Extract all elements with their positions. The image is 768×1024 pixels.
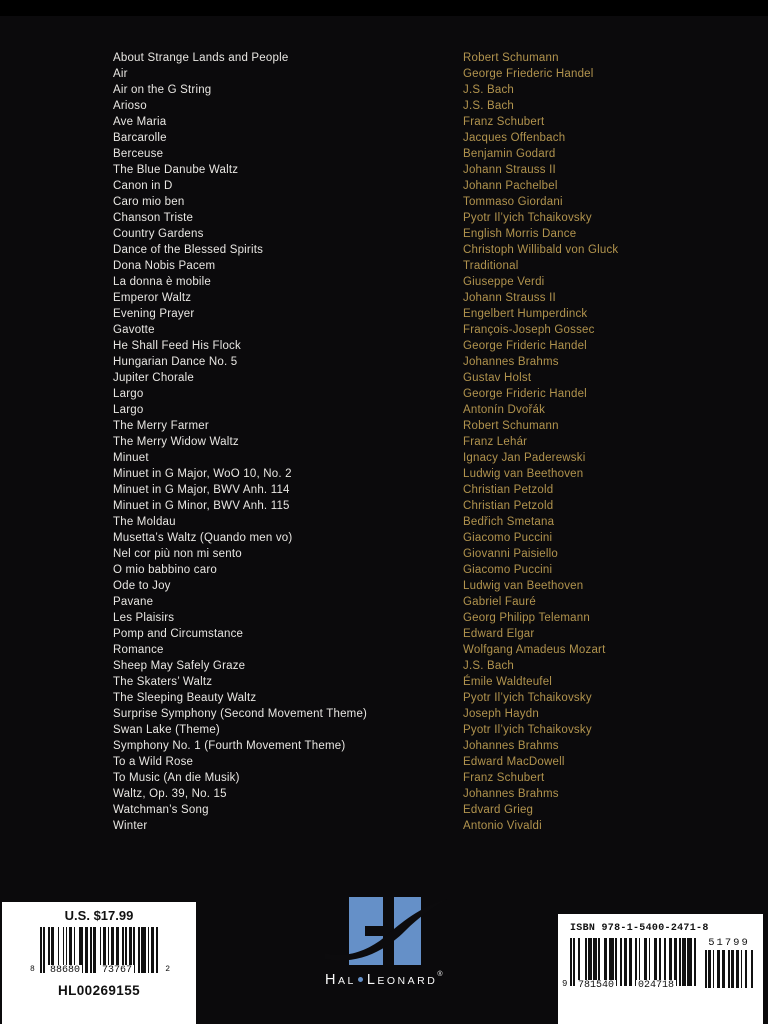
song-title: The Merry Widow Waltz (113, 436, 239, 448)
song-list (113, 50, 733, 834)
song-title: Winter (113, 820, 148, 832)
song-title: Nel cor più non mi sento (113, 548, 242, 560)
song-composer: J.S. Bach (463, 660, 515, 672)
song-composer: Gustav Holst (463, 372, 532, 384)
song-title: Arioso (113, 100, 147, 112)
song-row (113, 514, 733, 530)
song-row (113, 674, 733, 690)
song-title: Gavotte (113, 324, 155, 336)
price-code: 51799 (708, 937, 750, 949)
song-row (113, 754, 733, 770)
song-title: Air (113, 68, 128, 80)
song-row (113, 802, 733, 818)
song-row (113, 642, 733, 658)
song-row (113, 338, 733, 354)
song-composer: Robert Schumann (463, 420, 559, 432)
song-composer: Ignacy Jan Paderewski (463, 452, 586, 464)
song-title: Country Gardens (113, 228, 204, 240)
song-row (113, 194, 733, 210)
song-title: Waltz, Op. 39, No. 15 (113, 788, 227, 800)
ean-digits-right: 024718 (638, 980, 675, 991)
song-composer: Pyotr Il’yich Tchaikovsky (463, 212, 592, 224)
song-title: Ode to Joy (113, 580, 171, 592)
song-composer: Edvard Grieg (463, 804, 534, 816)
song-row (113, 354, 733, 370)
song-composer: Johann Pachelbel (463, 180, 558, 192)
song-title: Symphony No. 1 (Fourth Movement Theme) (113, 740, 346, 752)
song-row (113, 370, 733, 386)
registered-trademark-symbol: ® (437, 971, 445, 978)
song-title: Minuet in G Minor, BWV Anh. 115 (113, 500, 290, 512)
song-row (113, 434, 733, 450)
upc-check-digit: 2 (165, 965, 170, 974)
song-row (113, 146, 733, 162)
song-title: The Merry Farmer (113, 420, 209, 432)
song-row (113, 578, 733, 594)
song-title: Minuet (113, 452, 149, 464)
song-title: Chanson Triste (113, 212, 194, 224)
song-composer: Gabriel Fauré (463, 596, 536, 608)
song-title: Ave Maria (113, 116, 167, 128)
song-composer: Pyotr Il’yich Tchaikovsky (463, 692, 592, 704)
song-title: Swan Lake (Theme) (113, 724, 220, 736)
song-row (113, 402, 733, 418)
song-composer: Edward MacDowell (463, 756, 565, 768)
ean-row (562, 937, 763, 991)
ean-barcode (562, 938, 696, 991)
song-row (113, 546, 733, 562)
song-row (113, 258, 733, 274)
song-title: To Music (An die Musik) (113, 772, 240, 784)
song-row (113, 226, 733, 242)
song-composer: Bedřich Smetana (463, 516, 555, 528)
song-composer: Giacomo Puccini (463, 532, 553, 544)
song-row (113, 482, 733, 498)
song-composer: George Frideric Handel (463, 388, 587, 400)
song-row (113, 626, 733, 642)
song-row (113, 658, 733, 674)
song-composer: Christian Petzold (463, 500, 554, 512)
song-composer: George Friederic Handel (463, 68, 594, 80)
song-composer: Joseph Haydn (463, 708, 539, 720)
song-composer: Franz Schubert (463, 772, 545, 784)
song-title: To a Wild Rose (113, 756, 194, 768)
song-composer: Franz Schubert (463, 116, 545, 128)
song-composer: François-Joseph Gossec (463, 324, 595, 336)
song-title: Musetta’s Waltz (Quando men vo) (113, 532, 293, 544)
ean-lead-digit: 9 (562, 979, 568, 989)
hal-leonard-logo-icon (305, 897, 465, 967)
song-title: Jupiter Chorale (113, 372, 194, 384)
song-row (113, 210, 733, 226)
song-composer: Tommaso Giordani (463, 196, 563, 208)
upc-barcode (30, 927, 170, 976)
song-title: Minuet in G Major, BWV Anh. 114 (113, 484, 290, 496)
isbn-barcode-panel (558, 914, 763, 1024)
song-title: Pavane (113, 596, 154, 608)
song-composer: Antonio Vivaldi (463, 820, 542, 832)
song-composer: Traditional (463, 260, 519, 272)
song-composer: Pyotr Il’yich Tchaikovsky (463, 724, 592, 736)
song-composer: Edward Elgar (463, 628, 535, 640)
hal-leonard-wordmark (305, 971, 465, 989)
song-title: O mio babbino caro (113, 564, 217, 576)
song-title: The Moldau (113, 516, 176, 528)
song-row (113, 50, 733, 66)
song-row (113, 530, 733, 546)
song-row (113, 82, 733, 98)
song-title: Largo (113, 388, 144, 400)
song-title: Caro mio ben (113, 196, 185, 208)
song-composer: Antonín Dvořák (463, 404, 546, 416)
song-composer: Giuseppe Verdi (463, 276, 545, 288)
song-row (113, 770, 733, 786)
song-title: Canon in D (113, 180, 173, 192)
song-row (113, 610, 733, 626)
song-composer: Johann Strauss II (463, 164, 556, 176)
song-row (113, 722, 733, 738)
song-row (113, 786, 733, 802)
song-row (113, 690, 733, 706)
song-title: The Blue Danube Waltz (113, 164, 239, 176)
song-composer: Giovanni Paisiello (463, 548, 559, 560)
cover-top-edge (0, 0, 768, 16)
catalog-number: HL00269155 (57, 983, 141, 998)
song-composer: Émile Waldteufel (463, 676, 553, 688)
wordmark-dot-icon (358, 977, 363, 982)
song-title: About Strange Lands and People (113, 52, 289, 64)
song-title: Les Plaisirs (113, 612, 175, 624)
song-row (113, 418, 733, 434)
song-composer: Franz Lehár (463, 436, 528, 448)
song-row (113, 242, 733, 258)
song-title: Dance of the Blessed Spirits (113, 244, 264, 256)
song-title: Barcarolle (113, 132, 167, 144)
song-composer: Johann Strauss II (463, 292, 556, 304)
song-title: Emperor Waltz (113, 292, 192, 304)
song-row (113, 706, 733, 722)
song-title: Evening Prayer (113, 308, 195, 320)
isbn-label: ISBN 978-1-5400-2471-8 (570, 923, 709, 934)
song-composer: Engelbert Humperdinck (463, 308, 588, 320)
song-title: La donna è mobile (113, 276, 212, 288)
song-composer: Christian Petzold (463, 484, 554, 496)
song-composer: Christoph Willibald von Gluck (463, 244, 619, 256)
song-row (113, 274, 733, 290)
song-title: Dona Nobis Pacem (113, 260, 216, 272)
upc-digits-left: 88680 (50, 965, 81, 976)
price-code-barcode (703, 938, 755, 988)
song-row (113, 818, 733, 834)
song-composer: Johannes Brahms (463, 740, 559, 752)
song-title: Pomp and Circumstance (113, 628, 244, 640)
song-composer: Ludwig van Beethoven (463, 580, 584, 592)
song-title: The Skaters’ Waltz (113, 676, 213, 688)
ean-digits-left: 781540 (578, 980, 615, 991)
upc-digits-right: 73767 (102, 965, 133, 976)
song-composer: Ludwig van Beethoven (463, 468, 584, 480)
song-row (113, 290, 733, 306)
song-title: Watchman’s Song (113, 804, 209, 816)
song-row (113, 306, 733, 322)
song-row (113, 162, 733, 178)
song-composer: J.S. Bach (463, 100, 515, 112)
song-composer: J.S. Bach (463, 84, 515, 96)
song-title: Largo (113, 404, 144, 416)
song-title: He Shall Feed His Flock (113, 340, 241, 352)
song-row (113, 130, 733, 146)
song-row (113, 562, 733, 578)
song-row (113, 466, 733, 482)
song-row (113, 738, 733, 754)
price-code-bars (705, 950, 753, 988)
song-composer: Robert Schumann (463, 52, 559, 64)
song-composer: Benjamin Godard (463, 148, 556, 160)
song-composer: Giacomo Puccini (463, 564, 553, 576)
song-title: Hungarian Dance No. 5 (113, 356, 238, 368)
song-composer: English Morris Dance (463, 228, 577, 240)
song-composer: Johannes Brahms (463, 788, 559, 800)
price-barcode-panel (2, 902, 196, 1024)
song-composer: Georg Philipp Telemann (463, 612, 590, 624)
song-title: Berceuse (113, 148, 164, 160)
wordmark-hal: HAL (324, 972, 356, 988)
song-composer: Jacques Offenbach (463, 132, 566, 144)
song-composer: Wolfgang Amadeus Mozart (463, 644, 606, 656)
song-title: Air on the G String (113, 84, 212, 96)
ean-barcode-bars (570, 938, 696, 986)
song-row (113, 594, 733, 610)
song-title: Surprise Symphony (Second Movement Theme) (113, 708, 368, 720)
song-row (113, 98, 733, 114)
song-title: Romance (113, 644, 164, 656)
song-composer: Johannes Brahms (463, 356, 559, 368)
song-row (113, 386, 733, 402)
song-composer: George Frideric Handel (463, 340, 587, 352)
song-title: Sheep May Safely Graze (113, 660, 246, 672)
song-row (113, 178, 733, 194)
song-row (113, 114, 733, 130)
song-row (113, 498, 733, 514)
price-label: U.S. $17.99 (64, 908, 134, 923)
song-row (113, 322, 733, 338)
song-row (113, 450, 733, 466)
hal-leonard-logo (305, 897, 465, 989)
wordmark-leonard: LEONARD (366, 972, 438, 988)
song-row (113, 66, 733, 82)
song-title: The Sleeping Beauty Waltz (113, 692, 257, 704)
upc-lead-digit: 8 (30, 965, 35, 974)
song-title: Minuet in G Major, WoO 10, No. 2 (113, 468, 292, 480)
